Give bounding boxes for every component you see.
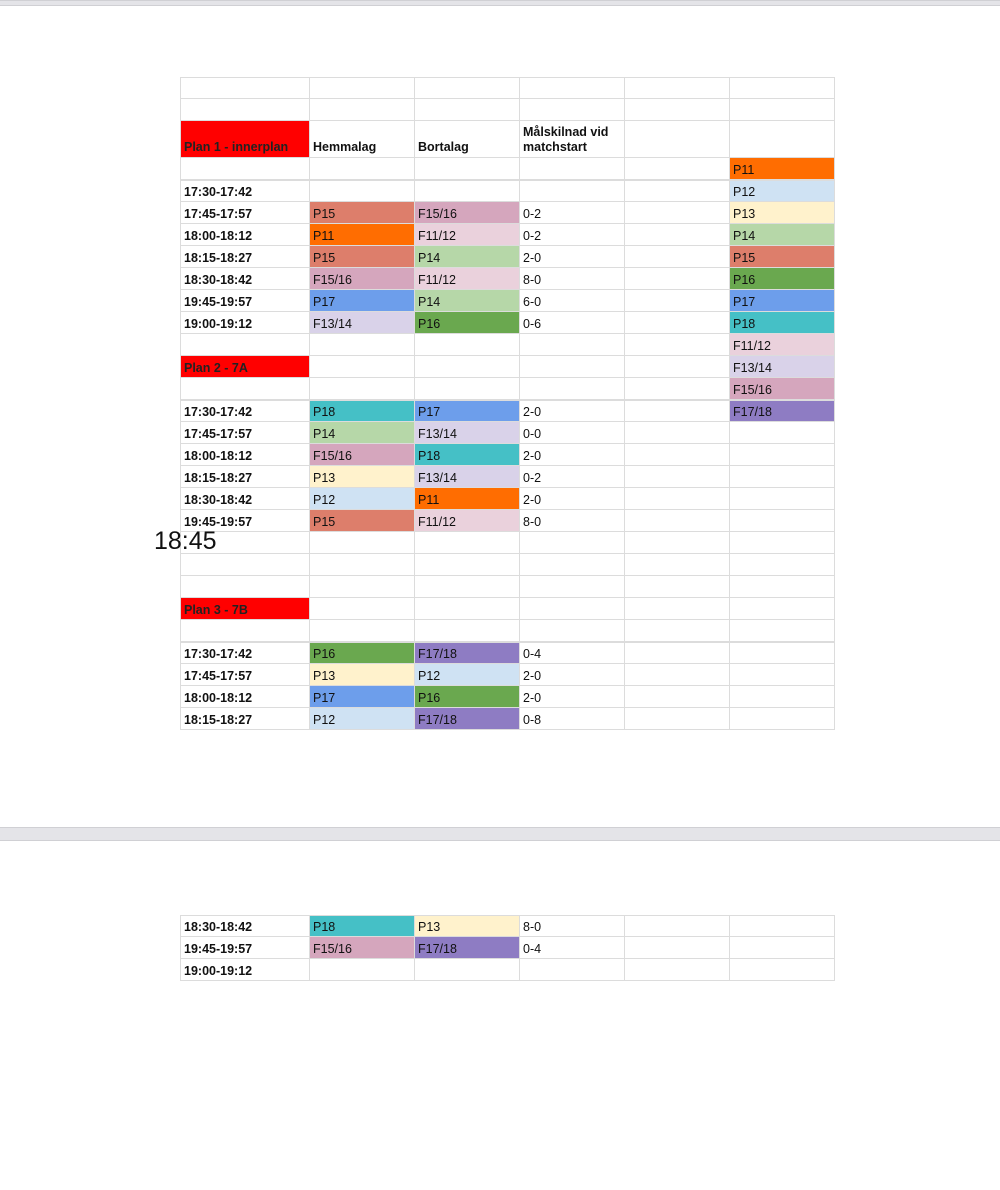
home-team <box>310 180 415 202</box>
empty-cell <box>625 915 730 937</box>
away-team: F15/16 <box>415 202 520 224</box>
plan-3-matches-continued <box>180 915 835 981</box>
goal-diff: 2-0 <box>520 400 625 422</box>
blank-row <box>180 378 835 400</box>
away-team: P16 <box>415 686 520 708</box>
empty-cell <box>625 180 730 202</box>
empty-cell <box>730 422 835 444</box>
match-time: 17:30-17:42 <box>180 400 310 422</box>
home-team: F15/16 <box>310 268 415 290</box>
blank-row <box>180 77 835 99</box>
legend-item: P12 <box>730 180 835 202</box>
match-row <box>180 180 835 202</box>
match-time: 18:00-18:12 <box>180 224 310 246</box>
goal-diff: 8-0 <box>520 268 625 290</box>
empty-cell <box>625 290 730 312</box>
match-row <box>180 488 835 510</box>
home-team: P13 <box>310 466 415 488</box>
empty-cell <box>730 915 835 937</box>
plan-3-matches <box>180 642 835 730</box>
empty-cell <box>730 708 835 730</box>
match-time: 17:30-17:42 <box>180 642 310 664</box>
home-team-header: Hemmalag <box>310 121 415 158</box>
empty-cell <box>625 246 730 268</box>
empty-cell <box>730 686 835 708</box>
legend-item: P13 <box>730 202 835 224</box>
goal-diff: 8-0 <box>520 915 625 937</box>
match-row <box>180 708 835 730</box>
match-row <box>180 937 835 959</box>
away-team: P11 <box>415 488 520 510</box>
home-team: P13 <box>310 664 415 686</box>
legend-item: P18 <box>730 312 835 334</box>
home-team: P15 <box>310 246 415 268</box>
empty-cell <box>625 642 730 664</box>
goal-diff: 2-0 <box>520 664 625 686</box>
match-time: 17:30-17:42 <box>180 180 310 202</box>
empty-cell <box>625 202 730 224</box>
schedule-grid-continued <box>180 915 835 981</box>
page-top-edge <box>0 0 1000 6</box>
home-team: P18 <box>310 400 415 422</box>
home-team: F13/14 <box>310 312 415 334</box>
empty-cell <box>730 642 835 664</box>
match-row <box>180 444 835 466</box>
empty-cell <box>625 400 730 422</box>
empty-cell <box>730 664 835 686</box>
match-row <box>180 466 835 488</box>
home-team: P16 <box>310 642 415 664</box>
match-time: 18:00-18:12 <box>180 686 310 708</box>
away-team: F17/18 <box>415 642 520 664</box>
empty-cell <box>625 686 730 708</box>
match-time: 19:45-19:57 <box>180 937 310 959</box>
empty-cell <box>625 268 730 290</box>
empty-cell <box>625 312 730 334</box>
home-team: P17 <box>310 290 415 312</box>
legend-item: F13/14 <box>730 356 835 378</box>
home-team: F15/16 <box>310 444 415 466</box>
away-team: F17/18 <box>415 937 520 959</box>
empty-cell <box>625 444 730 466</box>
match-time: 18:15-18:27 <box>180 466 310 488</box>
empty-cell <box>625 664 730 686</box>
empty-cell <box>625 937 730 959</box>
empty-cell <box>625 959 730 981</box>
match-row <box>180 268 835 290</box>
legend-item: P15 <box>730 246 835 268</box>
match-row <box>180 510 835 532</box>
away-team: P14 <box>415 290 520 312</box>
away-team: F13/14 <box>415 422 520 444</box>
goal-diff: 2-0 <box>520 444 625 466</box>
empty-cell <box>625 422 730 444</box>
schedule-grid <box>180 77 835 730</box>
goal-diff <box>520 959 625 981</box>
goal-diff: 0-2 <box>520 224 625 246</box>
goal-diff: 8-0 <box>520 510 625 532</box>
empty-cell <box>180 158 310 180</box>
home-team: P15 <box>310 510 415 532</box>
overlay-time-text: 18:45 <box>154 527 217 555</box>
empty-cell <box>730 510 835 532</box>
away-team <box>415 959 520 981</box>
legend-item: F15/16 <box>730 378 835 400</box>
away-team: P16 <box>415 312 520 334</box>
goal-diff: 6-0 <box>520 290 625 312</box>
blank-row <box>180 532 835 554</box>
goal-diff: 0-2 <box>520 466 625 488</box>
match-time: 18:15-18:27 <box>180 246 310 268</box>
away-team: F11/12 <box>415 268 520 290</box>
match-row <box>180 400 835 422</box>
goal-diff: 2-0 <box>520 488 625 510</box>
match-time: 17:45-17:57 <box>180 202 310 224</box>
goal-diff: 0-8 <box>520 708 625 730</box>
match-time: 19:00-19:12 <box>180 959 310 981</box>
empty-cell <box>730 444 835 466</box>
match-row <box>180 290 835 312</box>
away-team: P13 <box>415 915 520 937</box>
plan-1-title: Plan 1 - innerplan <box>180 121 310 158</box>
match-row <box>180 422 835 444</box>
legend-item: P14 <box>730 224 835 246</box>
empty-cell <box>625 224 730 246</box>
empty-cell <box>520 158 625 180</box>
match-row <box>180 224 835 246</box>
match-row <box>180 686 835 708</box>
header-row <box>180 121 835 158</box>
goal-diff: 0-0 <box>520 422 625 444</box>
match-row <box>180 915 835 937</box>
away-team: P14 <box>415 246 520 268</box>
match-time: 17:45-17:57 <box>180 664 310 686</box>
home-team: F15/16 <box>310 937 415 959</box>
match-time: 17:45-17:57 <box>180 422 310 444</box>
blank-row <box>180 334 835 356</box>
match-row <box>180 202 835 224</box>
match-time: 19:45-19:57 <box>180 510 310 532</box>
home-team <box>310 959 415 981</box>
goal-diff-header: Målskilnad vid matchstart <box>520 121 625 158</box>
empty-cell <box>625 510 730 532</box>
empty-cell <box>730 937 835 959</box>
away-team: P18 <box>415 444 520 466</box>
empty-cell <box>625 488 730 510</box>
plan-1-matches <box>180 180 835 334</box>
match-row <box>180 959 835 981</box>
legend-item: P16 <box>730 268 835 290</box>
goal-diff: 0-4 <box>520 642 625 664</box>
match-time: 19:00-19:12 <box>180 312 310 334</box>
match-row <box>180 246 835 268</box>
match-time: 19:45-19:57 <box>180 290 310 312</box>
goal-diff <box>520 180 625 202</box>
away-team: P17 <box>415 400 520 422</box>
away-team: F17/18 <box>415 708 520 730</box>
blank-row <box>180 158 835 180</box>
empty-cell <box>625 708 730 730</box>
empty-cell <box>625 466 730 488</box>
away-team-header: Bortalag <box>415 121 520 158</box>
goal-diff: 2-0 <box>520 246 625 268</box>
match-time: 18:00-18:12 <box>180 444 310 466</box>
goal-diff: 0-6 <box>520 312 625 334</box>
plan-2-title-row <box>180 356 835 378</box>
legend-item: F17/18 <box>730 400 835 422</box>
blank-row <box>180 99 835 121</box>
match-time: 18:30-18:42 <box>180 268 310 290</box>
away-team <box>415 180 520 202</box>
blank-row <box>180 620 835 642</box>
home-team: P17 <box>310 686 415 708</box>
empty-cell <box>730 959 835 981</box>
plan-3-title: Plan 3 - 7B <box>180 598 310 620</box>
legend-item: F11/12 <box>730 334 835 356</box>
goal-diff: 0-2 <box>520 202 625 224</box>
home-team: P12 <box>310 708 415 730</box>
page-break <box>0 827 1000 841</box>
empty-cell <box>730 488 835 510</box>
home-team: P12 <box>310 488 415 510</box>
away-team: P12 <box>415 664 520 686</box>
home-team: P15 <box>310 202 415 224</box>
away-team: F11/12 <box>415 224 520 246</box>
goal-diff: 2-0 <box>520 686 625 708</box>
blank-row <box>180 576 835 598</box>
legend-item: P11 <box>730 158 835 180</box>
match-time: 18:30-18:42 <box>180 915 310 937</box>
home-team: P14 <box>310 422 415 444</box>
home-team: P11 <box>310 224 415 246</box>
empty-cell <box>415 158 520 180</box>
blank-row <box>180 554 835 576</box>
match-row <box>180 664 835 686</box>
away-team: F11/12 <box>415 510 520 532</box>
empty-cell <box>730 466 835 488</box>
empty-cell <box>625 158 730 180</box>
legend-item: P17 <box>730 290 835 312</box>
goal-diff: 0-4 <box>520 937 625 959</box>
plan-3-title-row <box>180 598 835 620</box>
away-team: F13/14 <box>415 466 520 488</box>
match-time: 18:30-18:42 <box>180 488 310 510</box>
home-team: P18 <box>310 915 415 937</box>
match-row <box>180 642 835 664</box>
plan-2-title: Plan 2 - 7A <box>180 356 310 378</box>
match-row <box>180 312 835 334</box>
empty-cell <box>310 158 415 180</box>
plan-2-matches <box>180 400 835 532</box>
match-time: 18:15-18:27 <box>180 708 310 730</box>
